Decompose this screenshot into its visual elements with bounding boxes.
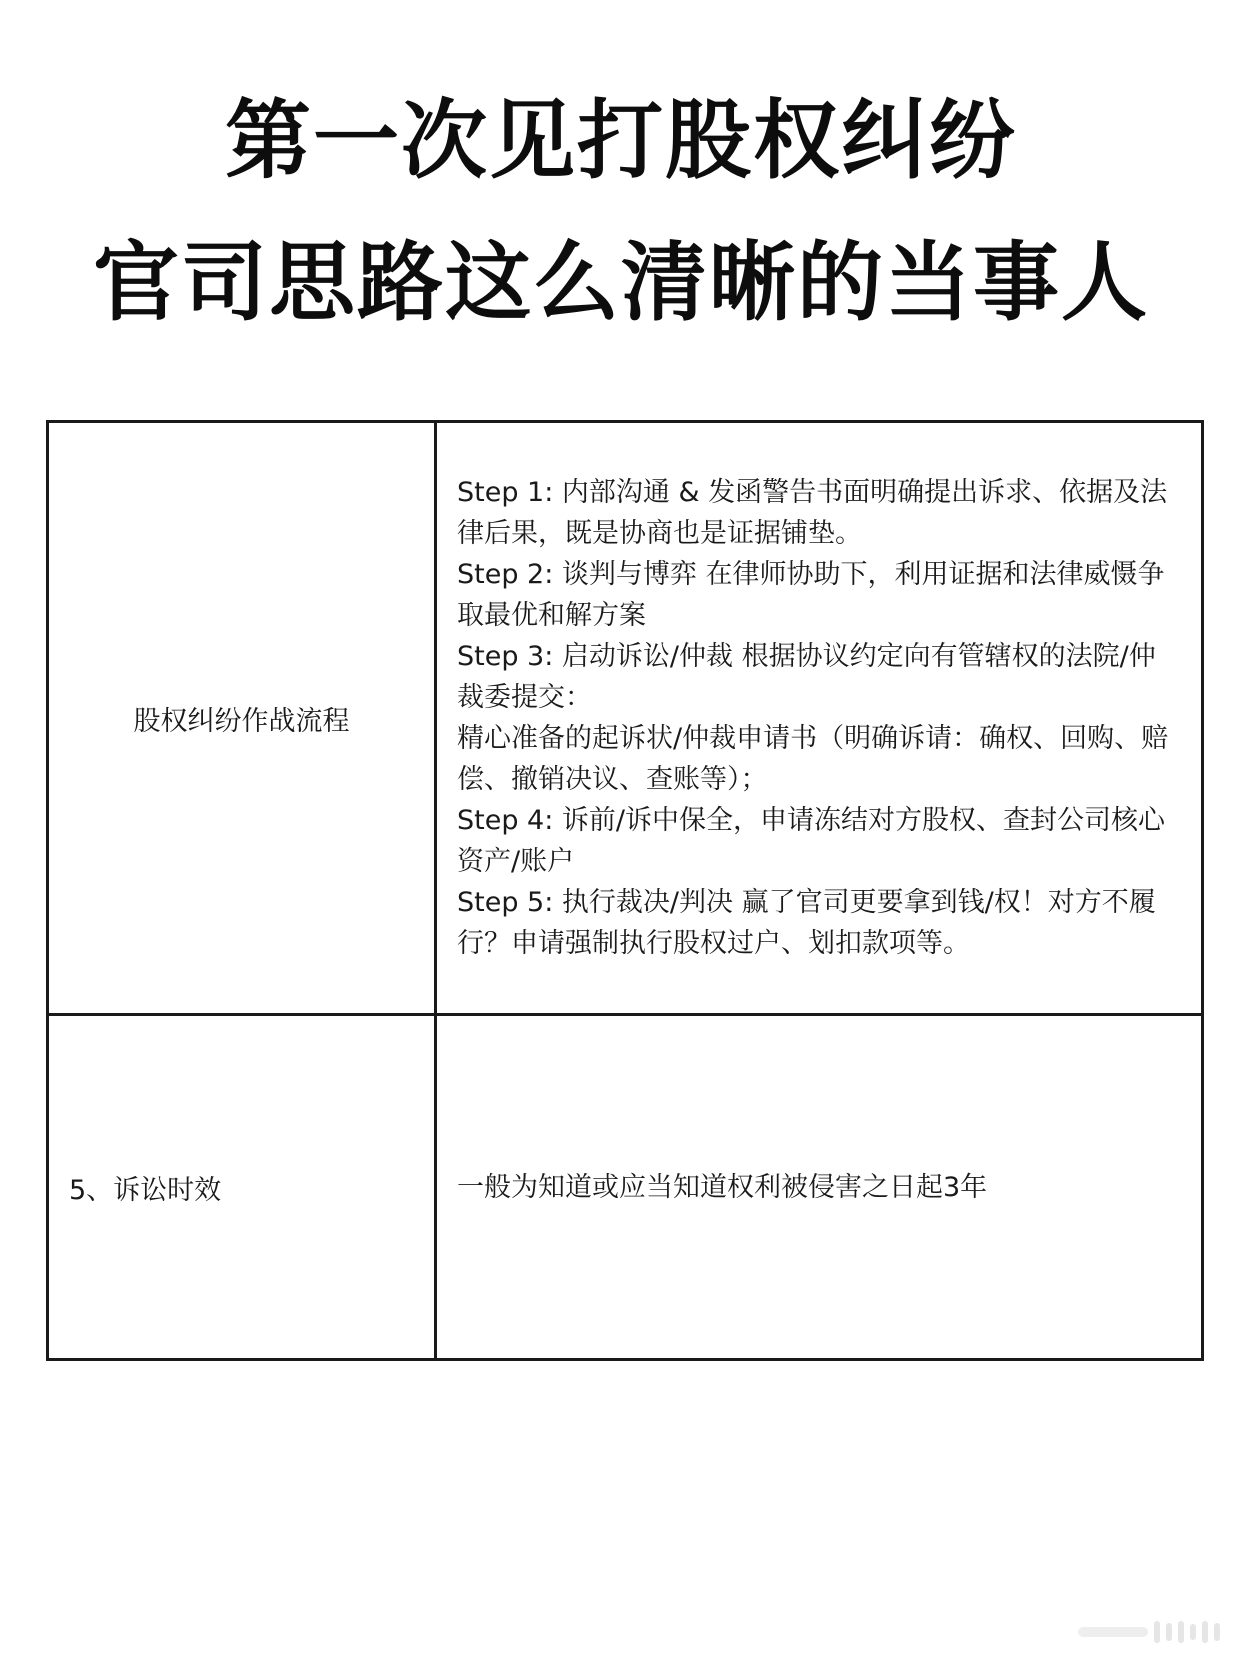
- table-row-limitation: [48, 1015, 1203, 1360]
- title-line-1: 第一次见打股权纠纷: [225, 91, 1017, 191]
- row-label-limitation: 5、诉讼时效: [48, 1015, 436, 1360]
- step-4-text: Step 4: 诉前/诉中保全，申请冻结对方股权、查封公司核心资产/账户: [457, 805, 1166, 877]
- row-content-limitation: 一般为知道或应当知道权利被侵害之日起3年: [436, 1015, 1203, 1360]
- watermark-bar: [1166, 1623, 1172, 1641]
- page-title: [0, 70, 1242, 354]
- row-label-process: 股权纠纷作战流程: [48, 422, 436, 1015]
- table-row-process: [48, 422, 1203, 1015]
- watermark-bar: [1154, 1621, 1160, 1643]
- watermark: [1010, 1618, 1220, 1646]
- title-line-2: 官司思路这么清晰的当事人: [93, 233, 1149, 333]
- watermark-dash: [1078, 1627, 1148, 1637]
- watermark-bar: [1190, 1624, 1196, 1640]
- step-5-text: Step 5: 执行裁决/判决 赢了官司更要拿到钱/权！对方不履行？申请强制执行股权过户、划扣款项等。: [457, 887, 1156, 959]
- watermark-bar: [1202, 1621, 1208, 1643]
- row-content-process: [436, 422, 1203, 1015]
- watermark-bar: [1178, 1621, 1184, 1643]
- step-1-text: Step 1: 内部沟通 & 发函警告书面明确提出诉求、依据及法律后果，既是协商也是证据铺垫。: [457, 477, 1168, 549]
- step-3-text: Step 3: 启动诉讼/仲裁 根据协议约定向有管辖权的法院/仲裁委提交：: [457, 641, 1156, 713]
- step-2-text: Step 2: 谈判与博弈 在律师协助下，利用证据和法律威慑争取最优和解方案: [457, 559, 1165, 631]
- info-table: [46, 420, 1204, 1361]
- step-3-detail-text: 精心准备的起诉状/仲裁申请书（明确诉请：确权、回购、赔偿、撤销决议、查账等）；: [457, 723, 1169, 795]
- watermark-bar: [1214, 1623, 1220, 1641]
